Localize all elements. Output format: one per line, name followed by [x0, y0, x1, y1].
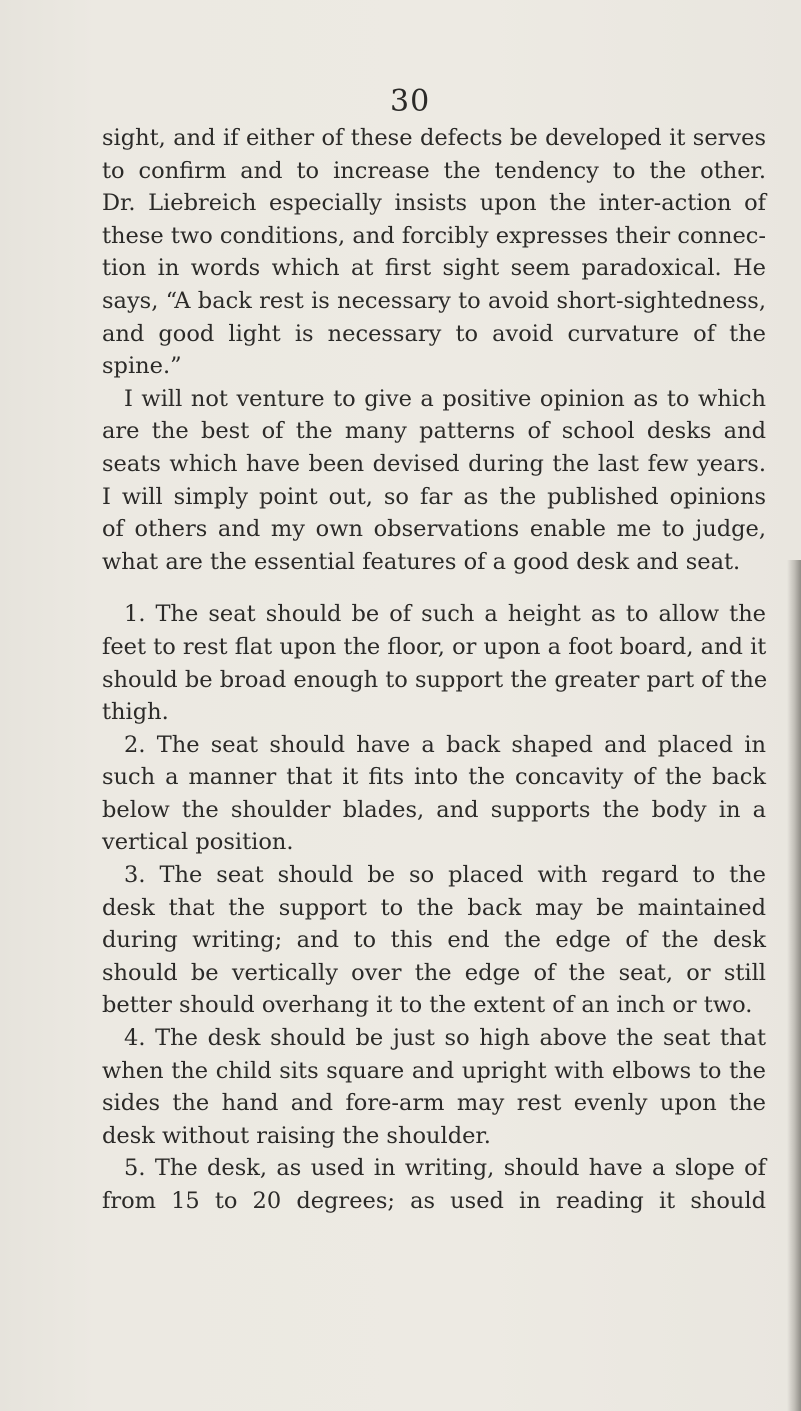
text-line: I will simply point out, so far as the published opinions [102, 483, 766, 510]
page-edge-shadow [787, 560, 801, 1411]
text-line: from 15 to 20 degrees; as used in reading it should [102, 1188, 766, 1214]
paragraph-2 [102, 383, 766, 579]
list-item-2 [102, 729, 766, 859]
text-line: sight, and if either of these defects be developed it serves [102, 125, 766, 151]
text-line: better should overhang it to the extent of an inch or two. [102, 992, 753, 1019]
text-line: should be broad enough to support the greater part of the [102, 666, 768, 693]
text-line: should be vertically over the edge of the seat, or still [102, 959, 766, 986]
text-line: feet to rest flat upon the floor, or upon a foot board, and it [102, 633, 767, 660]
text-line: such a manner that it fits into the concavity of the back [102, 764, 766, 791]
text-line: below the shoulder blades, and supports the body in a [102, 796, 766, 823]
text-line: thigh. [102, 699, 169, 726]
text-line: 1. The seat should be of such a height as to allow the [124, 601, 766, 628]
text-line: and good light is necessary to avoid curvature of the [102, 320, 766, 347]
text-line: Dr. Liebreich especially insists upon the inter-action of [102, 190, 766, 217]
text-line: 5. The desk, as used in writing, should have a slope of [124, 1155, 766, 1182]
text-line: 2. The seat should have a back shaped and placed in [124, 731, 766, 758]
text-line: desk that the support to the back may be maintained [102, 894, 766, 921]
text-line: spine.” [102, 353, 182, 380]
text-line: 3. The seat should be so placed with regard to the [124, 862, 766, 889]
text-line: says, “A back rest is necessary to avoid short-sightedness, [102, 287, 766, 314]
text-line: of others and my own observations enable me to judge, [102, 516, 766, 543]
list-item-4 [102, 1022, 766, 1152]
body-text [102, 122, 766, 1218]
text-line: I will not venture to give a positive opinion as to which [124, 385, 766, 412]
text-line: are the best of the many patterns of school desks and [102, 418, 766, 445]
text-line: during writing; and to this end the edge of the desk [102, 927, 766, 954]
text-line: what are the essential features of a good desk and seat. [102, 548, 741, 575]
page-number: 30 [390, 84, 431, 119]
text-line: sides the hand and fore-arm may rest evenly upon the [102, 1090, 766, 1117]
list-item-1 [102, 598, 766, 728]
text-line: when the child sits square and upright with elbows to the [102, 1057, 766, 1084]
paragraph-1 [102, 122, 766, 383]
text-line: to confirm and to increase the tendency to the other. [102, 157, 766, 184]
text-line: vertical position. [102, 829, 294, 856]
text-line: seats which have been devised during the last few years. [102, 450, 766, 477]
list-item-5 [102, 1152, 766, 1217]
paragraph-gap [102, 578, 766, 598]
text-line: 4. The desk should be just so high above the seat that [124, 1025, 766, 1052]
text-line: desk without raising the shoulder. [102, 1122, 491, 1149]
list-item-3 [102, 859, 766, 1022]
text-line: these two conditions, and forcibly expresses their connec- [102, 222, 766, 249]
text-line: tion in words which at first sight seem paradoxical. He [102, 255, 766, 282]
